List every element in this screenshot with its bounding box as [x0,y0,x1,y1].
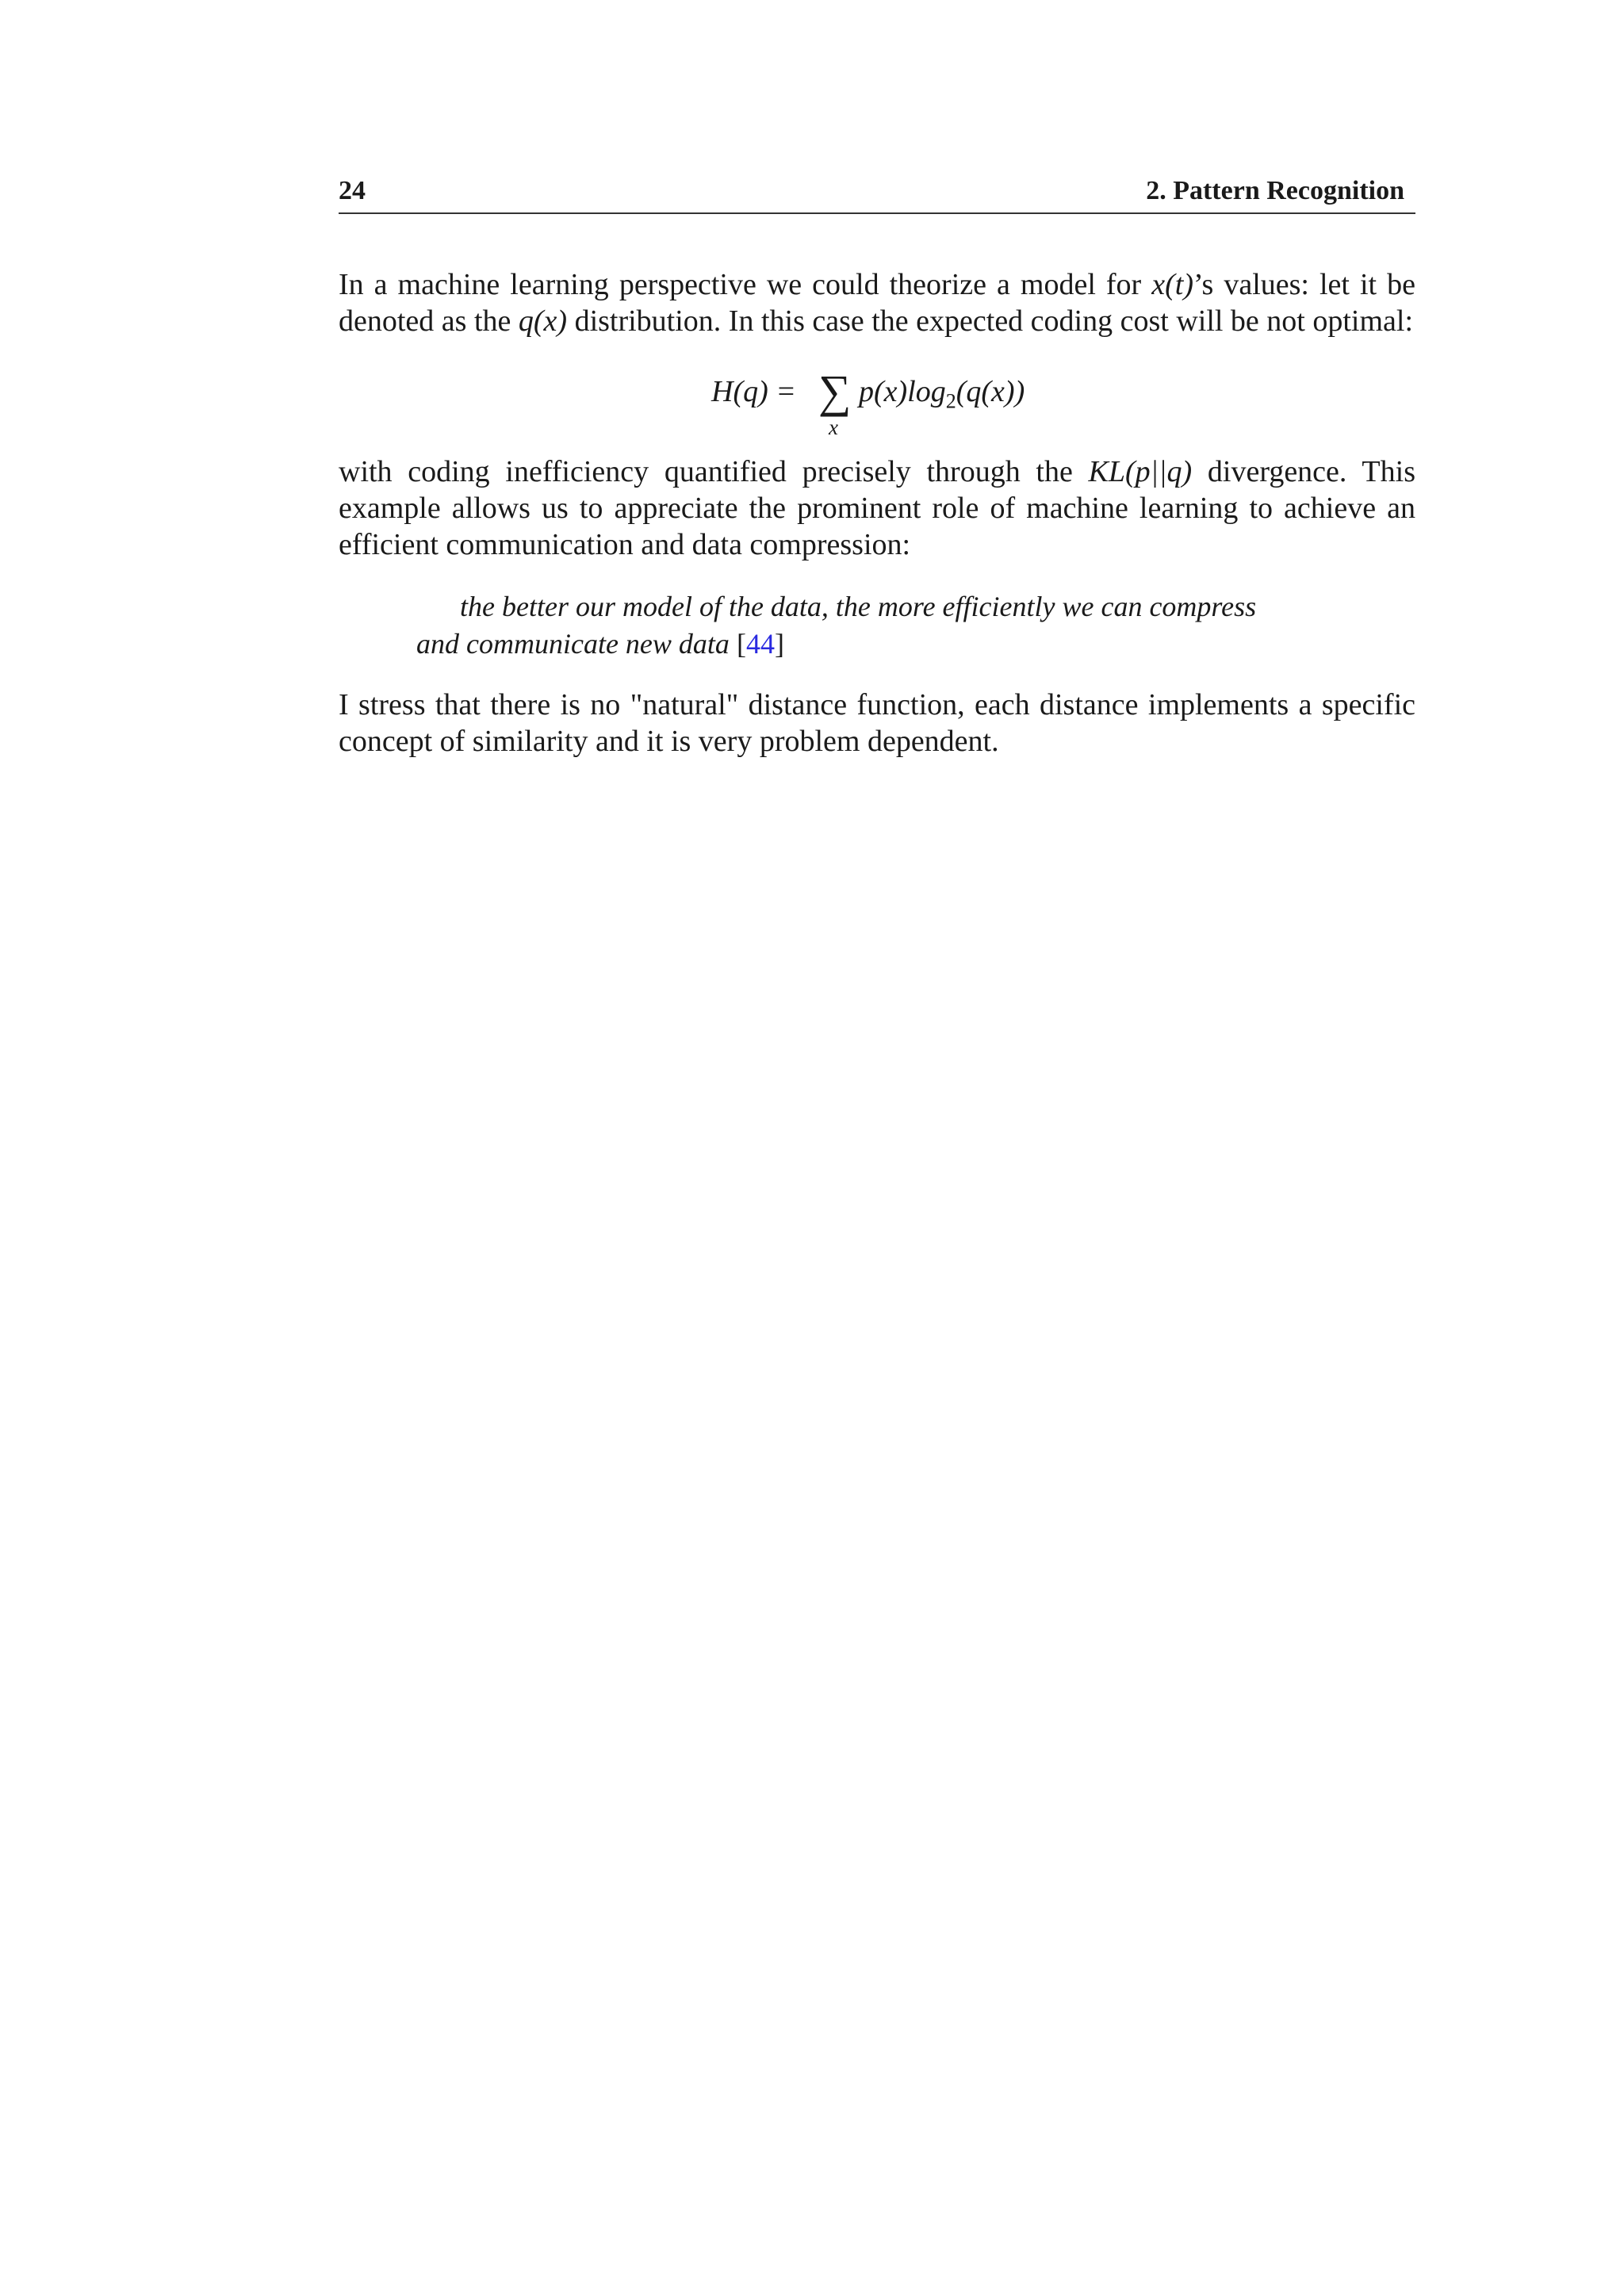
citation-open-bracket: [ [736,628,746,660]
equation-lhs: H(q) = [711,375,796,408]
quote-line-1: the better our model of the data, the more efficiently we can compress [460,591,1257,622]
chapter-title: 2. Pattern Recognition [1146,176,1404,205]
summation-index: x [829,415,838,439]
running-head [339,173,1415,214]
paragraph-model-text-c: distribution. In this case the expected coding cost will be not optimal: [567,304,1414,338]
paragraph-distance: I stress that there is no "natural" distance function, each distance implements a specific concept of similarity and it is very problem dependent. [339,688,1415,758]
math-q-of-x: q(x) [518,304,568,338]
citation-close-bracket: ] [774,628,784,660]
page-number: 24 [339,176,366,205]
summation-symbol: ∑ [818,365,852,417]
math-x-of-t: x(t) [1151,268,1193,301]
paragraph-model-text-b: ’s values: let it be denoted as the [339,268,1415,338]
paragraph-divergence-text-a: with coding inefficiency quantified precisely through the [339,455,1089,488]
paragraph-model-text-a: In a machine learning perspective we could theorize a model for [339,268,1152,301]
log-base: 2 [945,389,956,413]
block-quote [416,588,1301,663]
citation-link[interactable]: 44 [745,628,775,660]
equation-rhs [859,374,1025,414]
paragraph-divergence-text-b: divergence. This example allows us to appreciate the prominent role of machine learning to achieve an efficient communication and data compression: [339,455,1415,561]
equation-rhs-b: (q(x)) [956,375,1025,408]
math-kl-divergence: KL(p||q) [1088,455,1193,488]
equation-rhs-a: p(x)log [859,375,946,408]
paragraph-model [339,266,1415,339]
quote-line-2: and communicate new data [416,628,730,660]
paragraph-divergence [339,453,1415,563]
